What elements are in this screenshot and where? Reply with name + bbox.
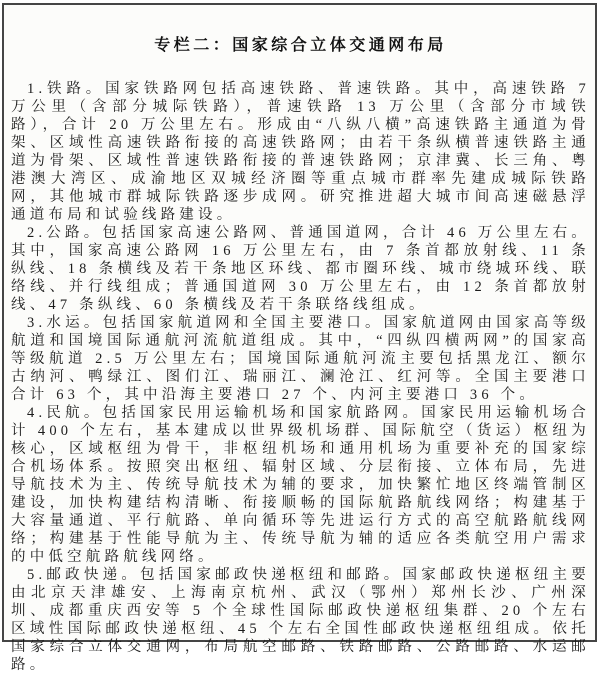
paragraph-postal: 5.邮政快递。包括国家邮政快递枢纽和邮路。国家邮政快递枢纽主要由北京天津雄安、上海南京杭州、武汉（鄂州）郑州长沙、广州深圳、成都重庆西安等 5 个全球性国际邮政快递枢纽集群、20 个左右区域性国际邮政快递枢纽、45 个左右全国性邮政快递枢纽组成。依托国家综合立体交通网，布局航空邮路、铁路邮路、公路邮路、水运邮路。	[11, 567, 590, 673]
column-title: 专栏二：国家综合立体交通网布局	[154, 37, 447, 54]
paragraph-highway: 2.公路。包括国家高速公路网、普通国道网，合计 46 万公里左右。其中，国家高速公路网 16 万公里左右，由 7 条首都放射线、11 条纵线、18 条横线及若干条地区环线、都市圈环线、城市绕城环线、联络线、并行线组成；普通国道网 30 万公里左右，由 12 条首都放射线、47 条纵线、60 条横线及若干条联络线组成。	[11, 225, 590, 313]
column-content	[11, 80, 590, 674]
paragraph-railway: 1.铁路。国家铁路网包括高速铁路、普速铁路。其中，高速铁路 7 万公里（含部分城际铁路），普速铁路 13 万公里（含部分市域铁路），合计 20 万公里左右。形成由“八纵八横”高速铁路主通道为骨架、区域性高速铁路衔接的高速铁路网；由若干条纵横普速铁路主通道为骨架、区域性普速铁路衔接的普速铁路网；京津冀、长三角、粤港澳大湾区、成渝地区双城经济圈等重点城市群率先建成城际铁路网，其他城市群城际铁路逐步成网。研究推进超大城市间高速磁悬浮通道布局和试验线路建设。	[11, 81, 590, 223]
paragraph-aviation: 4.民航。包括国家民用运输机场和国家航路网。国家民用运输机场合计 400 个左右，基本建成以世界级机场群、国际航空（货运）枢纽为核心，区域枢纽为骨干，非枢纽机场和通用机场为重要补充的国家综合机场体系。按照突出枢纽、辐射区域、分层衔接、立体布局，先进导航技术为主、传统导航技术为辅的要求，加快繁忙地区终端管制区建设，加快构建结构清晰、衔接顺畅的国际航路航线网络；构建基于大容量通道、平行航路、单向循环等先进运行方式的高空航路航线网络；构建基于性能导航为主、传统导航为辅的适应各类航空用户需求的中低空航路航线网络。	[11, 405, 590, 565]
column-box	[2, 3, 597, 673]
paragraph-waterway: 3.水运。包括国家航道网和全国主要港口。国家航道网由国家高等级航道和国境国际通航河流航道组成。其中，“四纵四横两网”的国家高等级航道 2.5 万公里左右；国境国际通航河流主要包括黑龙江、额尔古纳河、鸭绿江、图们江、瑞丽江、澜沧江、红河等。全国主要港口合计 63 个，其中沿海主要港口 27 个、内河主要港口 36 个。	[11, 315, 590, 403]
